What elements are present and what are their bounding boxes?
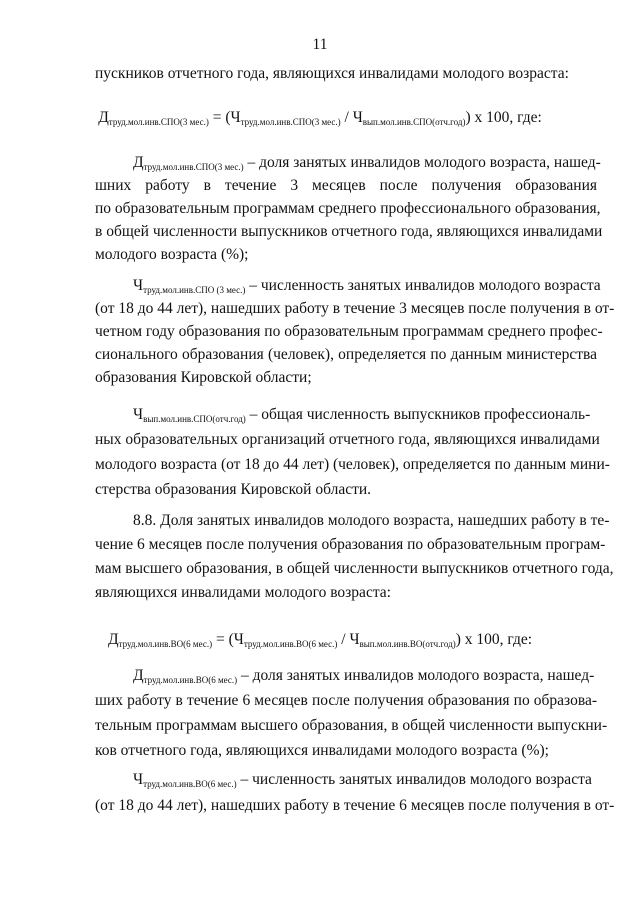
definition-line: $Ч_{труд.мол.инв.СПО (3 мес.)}$ – численность занятых инвалидов молодого возраста: [133, 277, 601, 295]
definition-line: $Ч_{труд.мол.инв.ВО(6 мес.)}$ – численность занятых инвалидов молодого возраста: [133, 771, 592, 789]
text-line: сионального образования (человек), определяется по данным министерства: [95, 346, 597, 363]
page-number: 11: [312, 36, 328, 53]
text-line: (от 18 до 44 лет), нашедших работу в течение 6 месяцев после получения в от-: [95, 797, 615, 814]
definition-line: $Д_{труд.мол.инв.ВО(6 мес.)}$ – доля занятых инвалидов молодого возраста, нашед-: [133, 667, 595, 685]
text-line: являющихся инвалидами молодого возраста:: [95, 584, 391, 601]
text-line: мам высшего образования, в общей численности выпускников отчетного года,: [95, 560, 614, 577]
definition-line: $Ч_{вып.мол.инв.СПО(отч.год)}$ – общая численность выпускников профессиональ-: [133, 406, 591, 424]
text-line: в общей численности выпускников отчетного года, являющихся инвалидами: [95, 223, 603, 240]
text-line: чение 6 месяцев после получения образования по образовательным програм-: [95, 536, 606, 553]
text-line: тельным программам высшего образования, в общей численности выпускни-: [95, 717, 608, 734]
text-line: стерства образования Кировской области.: [95, 481, 372, 498]
text-line: ков отчетного года, являющихся инвалидами молодого возраста (%);: [95, 742, 549, 759]
text-line: пускников отчетного года, являющихся инвалидами молодого возраста:: [95, 65, 569, 82]
text-line: четном году образования по образовательным программам среднего профес-: [95, 323, 603, 340]
text-line: молодого возраста (от 18 до 44 лет) (человек), определяется по данным мини-: [95, 456, 610, 473]
text-line: (от 18 до 44 лет), нашедших работу в течение 3 месяцев после получения в от-: [95, 300, 615, 317]
formula-1: $Д_{труд.мол.инв.СПО(3 мес.)} = (Ч_{труд.мол.инв.СПО(3 мес.)} / Ч_{вып.мол.инв.СПО(отч.год)})$ x 100, где:: [98, 109, 542, 127]
formula-2: $Д_{труд.мол.инв.ВО(6 мес.)} = (Ч_{труд.мол.инв.ВО(6 мес.)} / Ч_{вып.мол.инв.ВО(отч.год)})$ x 100, где:: [107, 631, 533, 649]
text-line: ших работу в течение 6 месяцев после получения образования по образова-: [95, 692, 597, 709]
text-line: молодого возраста (%);: [95, 246, 249, 263]
text-line: ных образовательных организаций отчетного года, являющихся инвалидами: [95, 431, 600, 448]
definition-line: $Д_{труд.мол.инв.СПО(3 мес.)}$ – доля занятых инвалидов молодого возраста, нашед-: [133, 154, 601, 172]
text-line: образования Кировской области;: [95, 369, 312, 386]
text-line: шних работу в течение 3 месяцев после получения образования: [95, 177, 597, 194]
text-line: 8.8. Доля занятых инвалидов молодого возраста, нашедших работу в те-: [133, 512, 610, 529]
text-line: по образовательным программам среднего профессионального образования,: [95, 200, 601, 217]
